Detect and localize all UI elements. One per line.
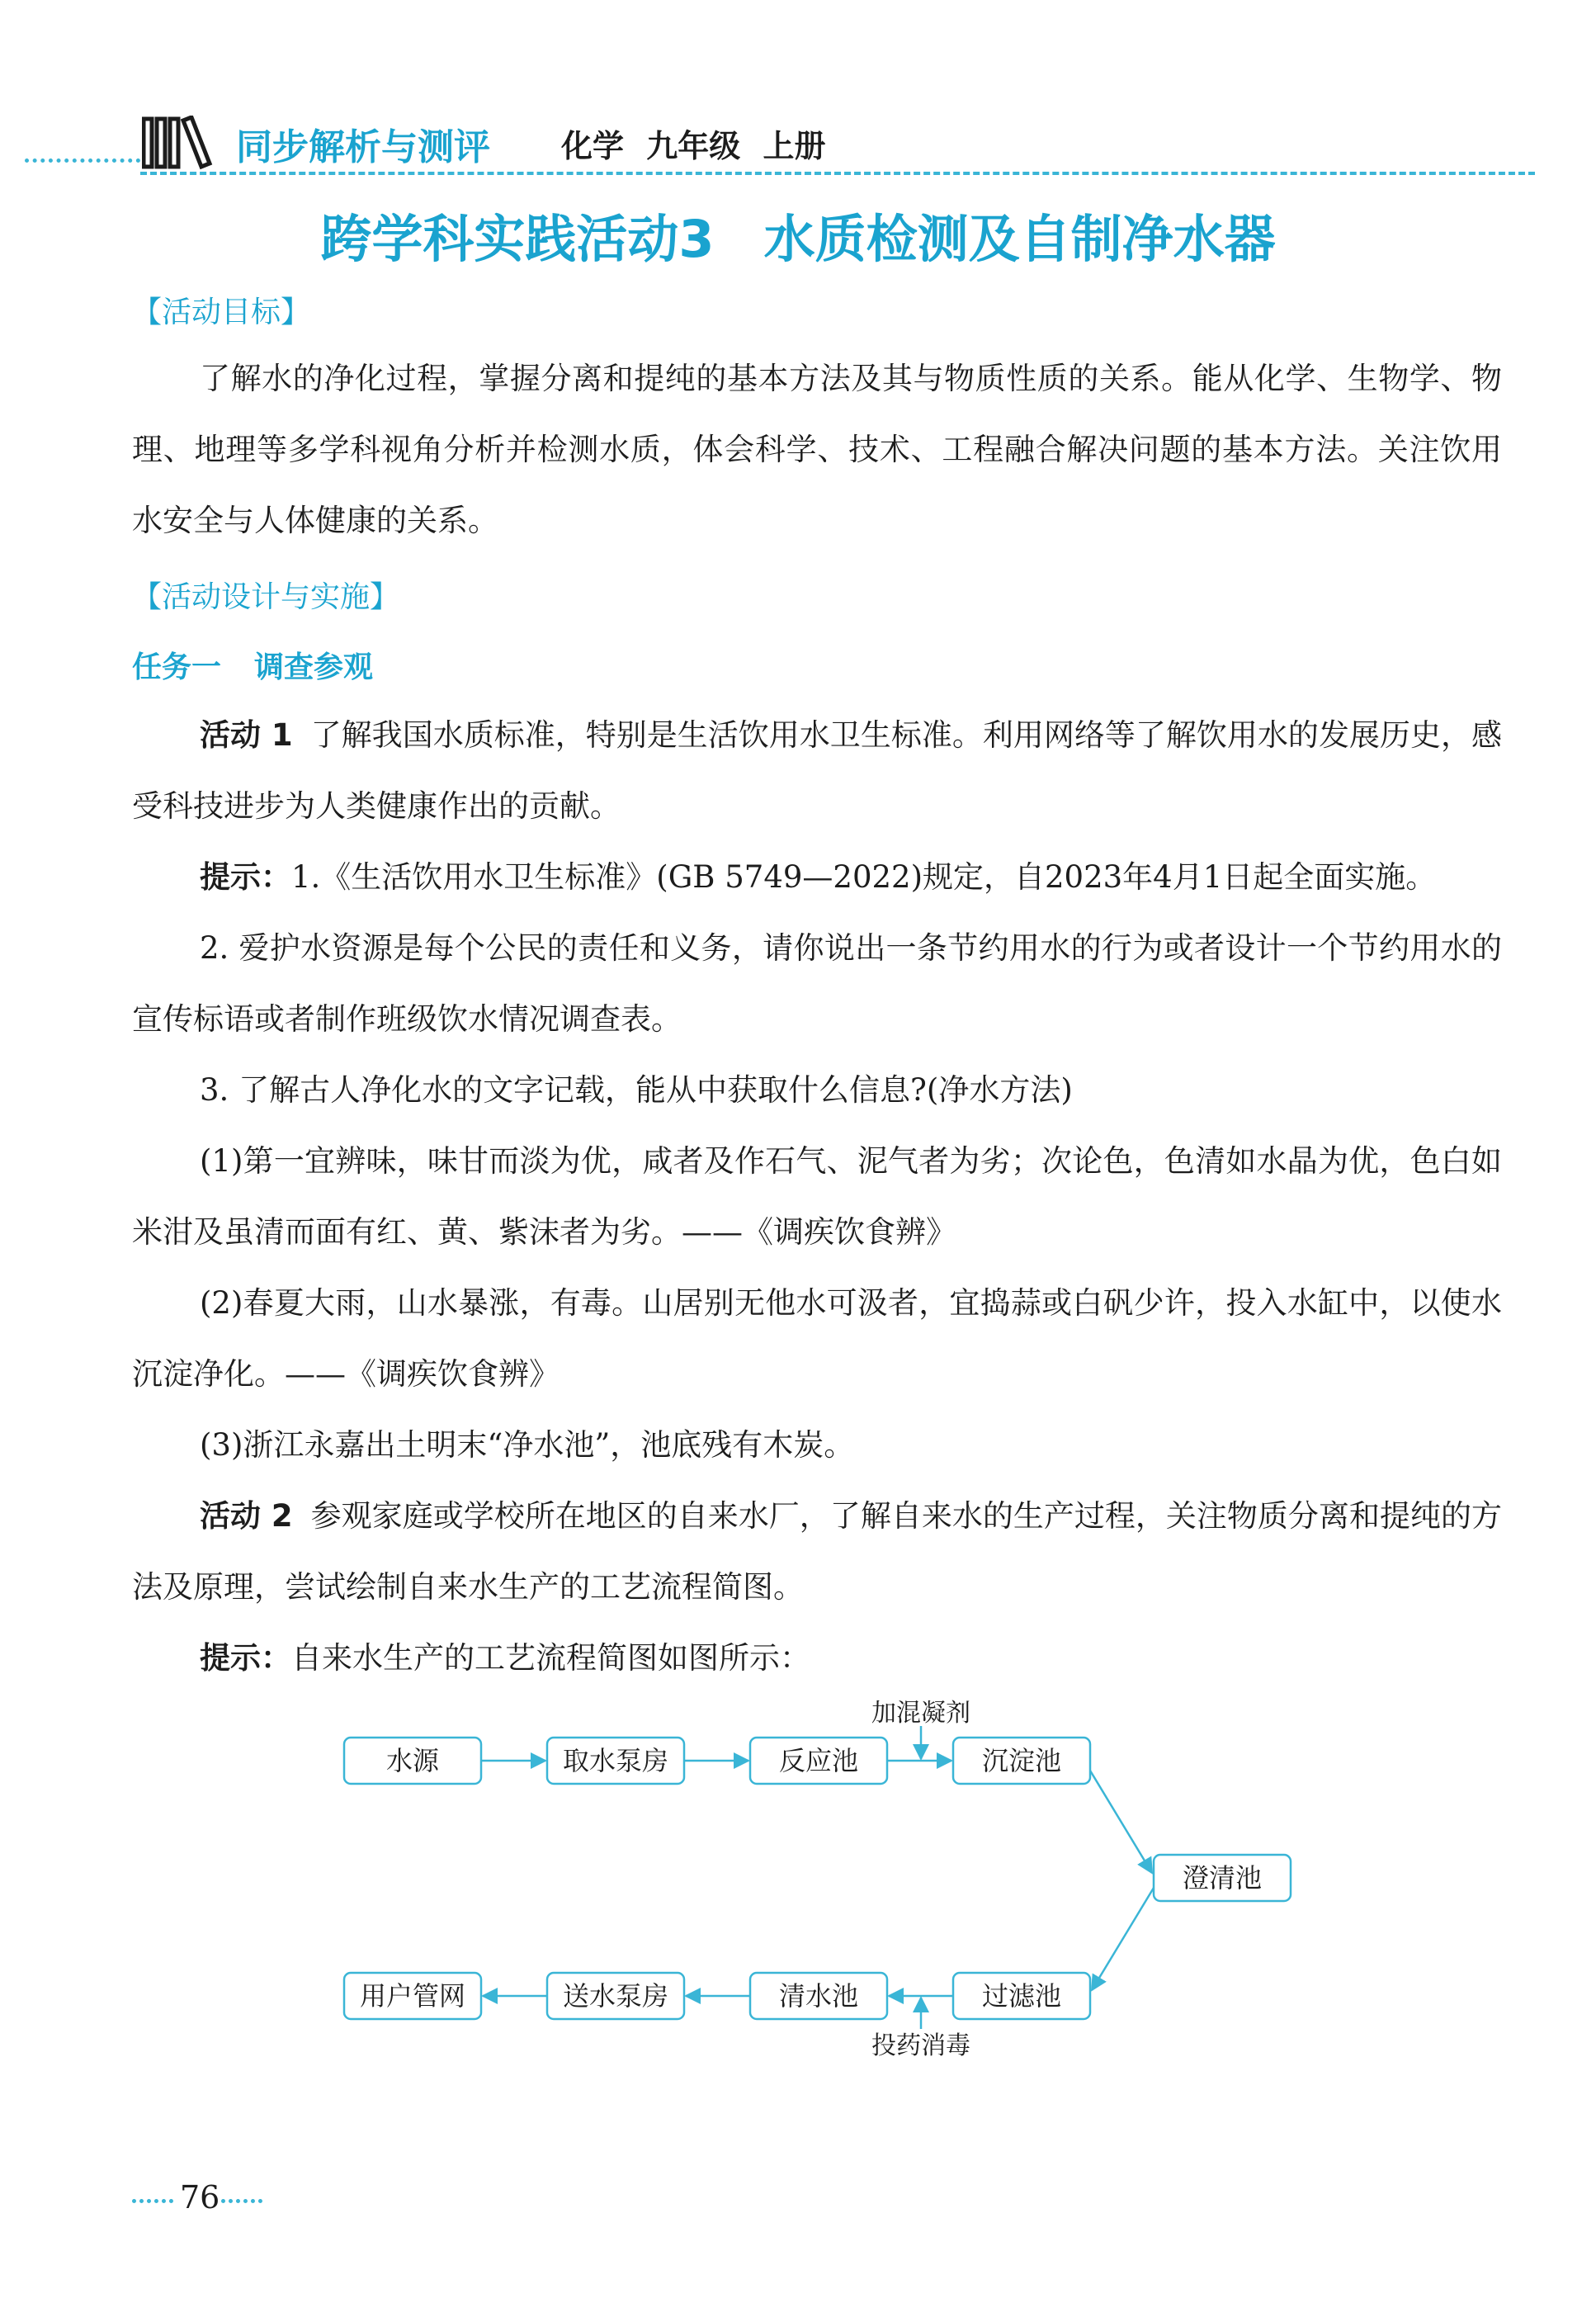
- design-section-tag: 【活动设计与实施】: [132, 580, 400, 614]
- activity1-text: 了解我国水质标准，特别是生活饮用水卫生标准。利用网络等了解饮用水的发展历史，感受科技进步为人类健康作出的贡献。: [132, 717, 1502, 824]
- node-sedimentation-tank-label: 沉淀池: [981, 1745, 1062, 1776]
- activity2-text: 参观家庭或学校所在地区的自来水厂，了解自来水的生产过程，关注物质分离和提纯的方法及原理，尝试绘制自来水生产的工艺流程简图。: [132, 1498, 1502, 1605]
- hint1-quote1: (1)第一宜辨味，味甘而淡为优，咸者及作石气、泥气者为劣；次论色，色清如水晶为优，色白如米泔及虽清而面有红、黄、紫沫者为劣。——《调疾饮食辨》: [132, 1143, 1502, 1250]
- hint2-text: 自来水生产的工艺流程简图如图所示：: [291, 1640, 810, 1676]
- activity1-label: 活动 1: [200, 717, 293, 753]
- task1-label: 任务一: [132, 650, 222, 684]
- node-filter-tank-label: 过滤池: [981, 1980, 1062, 2012]
- arrow-sedimentation-to-clarification: [1090, 1771, 1152, 1873]
- subject: 化学: [561, 128, 625, 164]
- node-delivery-pump-label: 送水泵房: [562, 1980, 669, 2012]
- node-water-source-label: 水源: [385, 1745, 440, 1776]
- hint1-label: 提示：: [200, 859, 291, 895]
- page-number: 76: [180, 2179, 220, 2216]
- page-header: [25, 116, 1510, 182]
- activity2-label: 活动 2: [200, 1498, 293, 1534]
- hint2-paragraph: [132, 1623, 1502, 1694]
- task1-heading: [132, 644, 373, 686]
- hint1-quote2: (2)春夏大雨，山水暴涨，有毒。山居别无他水可汲者，宜捣蒜或白矾少许，投入水缸中，以使水沉淀净化。——《调疾饮食辨》: [132, 1285, 1502, 1392]
- annotation-add-coagulant: 加混凝剂: [871, 1699, 970, 1728]
- node-intake-pump-label: 取水泵房: [562, 1745, 669, 1776]
- chapter-title-part2: 水质检测及自制净水器: [763, 209, 1276, 269]
- volume: 上册: [763, 128, 826, 164]
- header-dots-decoration: [25, 158, 140, 163]
- page-number-dots-right: [221, 2199, 262, 2203]
- arrow-clarification-to-filter: [1092, 1888, 1154, 1990]
- annotation-add-disinfectant: 投药消毒: [871, 2031, 970, 2060]
- hint1-item3: 3. 了解古人净化水的文字记载，能从中获取什么信息?(净水方法): [200, 1072, 1073, 1108]
- books-logo-icon: [142, 116, 233, 170]
- hint1-item1-paragraph: [132, 842, 1502, 913]
- hint2-label: 提示：: [200, 1640, 291, 1676]
- page-number-area: [132, 2179, 297, 2229]
- node-clear-water-tank-label: 清水池: [778, 1980, 859, 2012]
- activity1-paragraph: [132, 700, 1502, 842]
- hint1-quote3: (3)浙江永嘉出土明末“净水池”，池底残有木炭。: [200, 1427, 855, 1463]
- header-dashed-rule: [140, 172, 1535, 175]
- activity2-paragraph: [132, 1481, 1502, 1623]
- node-reaction-tank-label: 反应池: [778, 1745, 859, 1776]
- task1-title: 调查参观: [254, 650, 374, 684]
- node-user-network-label: 用户管网: [359, 1980, 466, 2012]
- book-info: [561, 121, 826, 166]
- page-number-dots-left: [132, 2199, 173, 2203]
- page-title: [0, 198, 1596, 272]
- hint1-item1: 1.《生活饮用水卫生标准》(GB 5749—2022)规定，自2023年4月1日起全面实施。: [291, 859, 1437, 895]
- water-treatment-flowchart: [330, 1696, 1320, 2068]
- goal-section-tag: 【活动目标】: [132, 296, 311, 329]
- series-title: 同步解析与测评: [236, 126, 490, 168]
- chapter-title-part1: 跨学科实践活动3: [320, 209, 715, 269]
- goal-text: 了解水的净化过程，掌握分离和提纯的基本方法及其与物质性质的关系。能从化学、生物学、物理、地理等多学科视角分析并检测水质，体会科学、技术、工程融合解决问题的基本方法。关注饮用水安全与人体健康的关系。: [132, 361, 1502, 538]
- node-clarification-tank-label: 澄清池: [1182, 1862, 1263, 1894]
- grade: 九年级: [646, 128, 741, 164]
- hint1-item2: 2. 爱护水资源是每个公民的责任和义务，请你说出一条节约用水的行为或者设计一个节约用水的宣传标语或者制作班级饮水情况调查表。: [132, 930, 1502, 1037]
